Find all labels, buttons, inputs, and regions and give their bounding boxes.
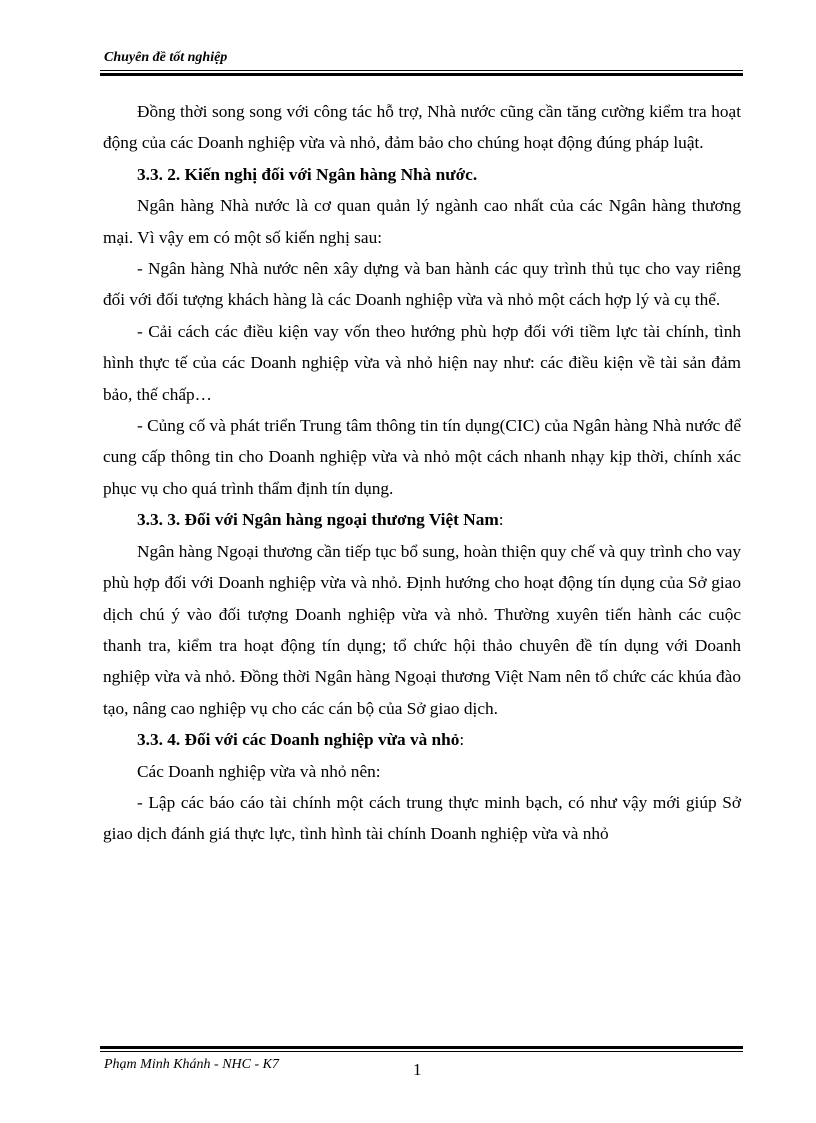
footer-author: Phạm Minh Khánh - NHC - K7 [104,1057,279,1072]
heading-text: 3.3. 3. Đối với Ngân hàng ngoại thương Việt Nam [137,510,499,530]
section-heading-3-3-2: 3.3. 2. Kiến nghị đối với Ngân hàng Nhà nước. [137,164,478,184]
heading-text: 3.3. 4. Đối với các Doanh nghiệp vừa và nhỏ [137,730,460,750]
list-item: - Ngân hàng Nhà nước nên xây dựng và ban hành các quy trình thủ tục cho vay riêng đối với đối tượng khách hàng là các Doanh nghiệp vừa và nhỏ một cách hợp lý và cụ thể. [103,259,741,310]
page-number: 1 [413,1060,422,1079]
list-item: - Lập các báo cáo tài chính một cách trung thực minh bạch, có như vậy mới giúp Sở giao dịch đánh giá thực lực, tình hình tài chính Doanh nghiệp vừa và nhỏ [103,792,741,844]
paragraph: Đồng thời song song với công tác hỗ trợ, Nhà nước cũng cần tăng cường kiểm tra hoạt động của các Doanh nghiệp vừa và nhỏ, đảm bảo cho chúng hoạt động đúng pháp luật. [103,102,741,153]
paragraph: Các Doanh nghiệp vừa và nhỏ nên: [137,761,381,781]
footer-rule-thick [100,1046,743,1049]
paragraph: Ngân hàng Nhà nước là cơ quan quản lý ngành cao nhất của các Ngân hàng thương mại. Vì vậy em có một số kiến nghị sau: [103,196,741,247]
header-rule-thin [100,70,743,71]
document-body [103,96,741,850]
heading-colon: : [459,730,465,750]
section-heading-3-3-3 [103,504,741,535]
header-title: Chuyên đề tốt nghiệp [104,50,228,65]
list-item: - Củng cố và phát triển Trung tâm thông tin tín dụng(CIC) của Ngân hàng Nhà nước để cung cấp thông tin cho Doanh nghiệp vừa và nhỏ một cách nhanh nhạy kịp thời, chính xác phục vụ cho quá trình thẩm định tín dụng. [103,416,741,498]
paragraph: Ngân hàng Ngoại thương cần tiếp tục bổ sung, hoàn thiện quy chế và quy trình cho vay phù hợp đối với Doanh nghiệp vừa và nhỏ. Định hướng cho hoạt động tín dụng của Sở giao dịch chú ý vào đối tượng Doanh nghiệp vừa và nhỏ. Thường xuyên tiến hành các cuộc thanh tra, kiểm tra hoạt động tín dụng; tổ chức hội thảo chuyên đề tín dụng với Doanh nghiệp vừa và nhỏ. Đồng thời Ngân hàng Ngoại thương Việt Nam nên tổ chức các khúa đào tạo, nâng cao nghiệp vụ cho các cán bộ của Sở giao dịch. [103,541,742,718]
heading-colon: : [498,510,504,530]
list-item: - Cải cách các điều kiện vay vốn theo hướng phù hợp đối với tiềm lực tài chính, tình hình thực tế của các Doanh nghiệp vừa và nhỏ hiện nay như: các điều kiện về tài sản đảm bảo, thế chấp… [103,321,741,404]
footer-rule-thin [100,1051,743,1052]
header-rule-thick [100,73,743,76]
section-heading-3-3-4 [103,724,741,755]
